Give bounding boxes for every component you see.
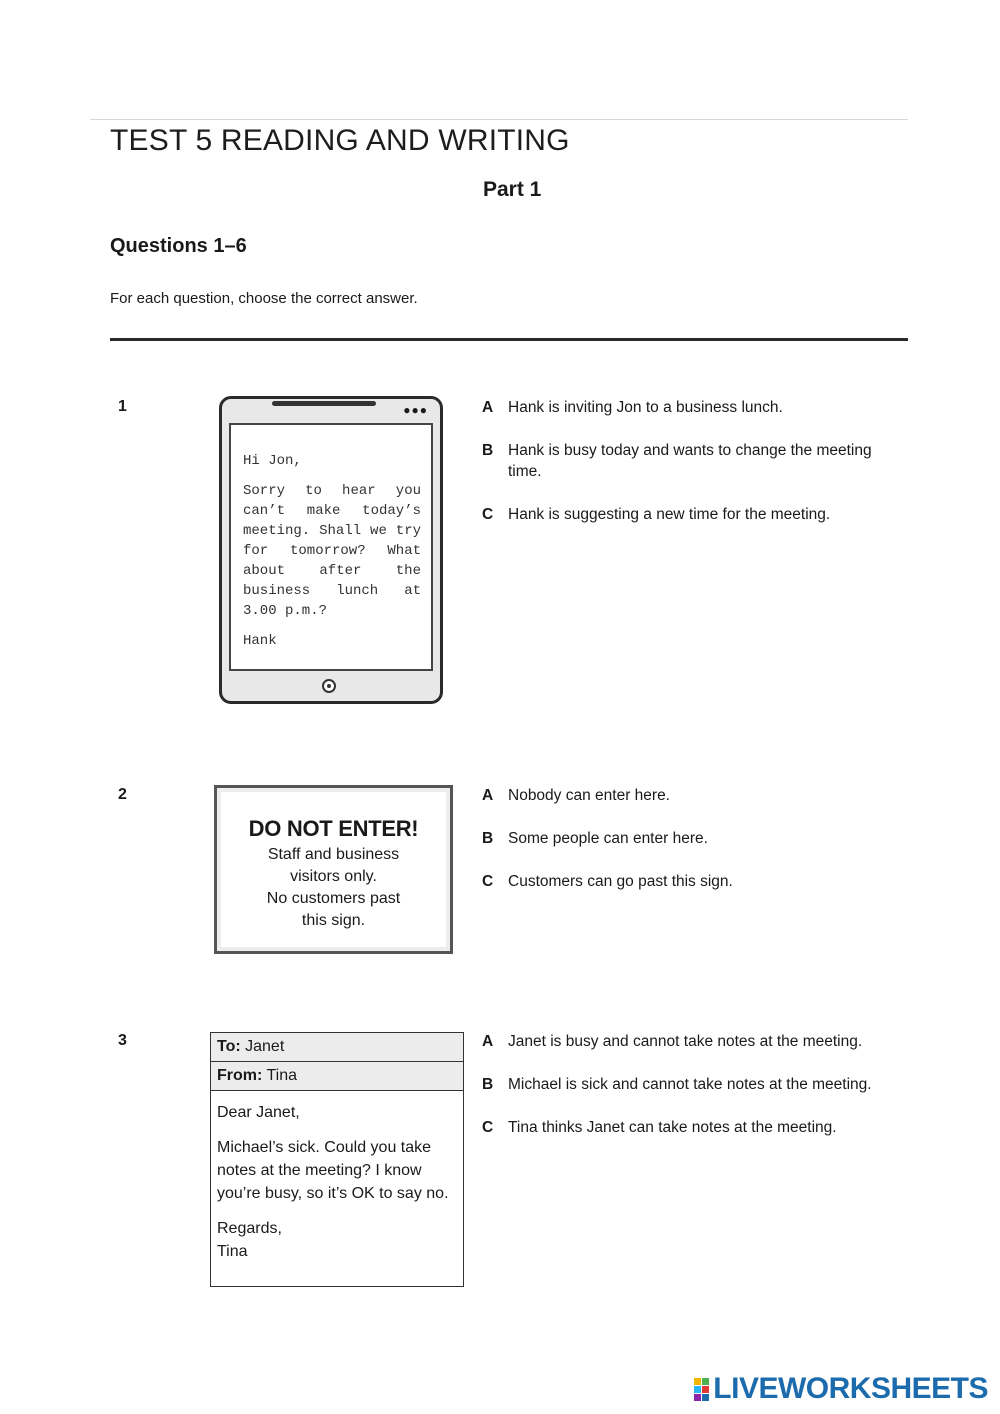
message-body: Sorry to hear you can’t make today’s meeting. Shall we try for tomorrow? What about after the business lunch at 3.00 p.m.? [243, 483, 421, 619]
email-to-row: To: Janet [211, 1033, 463, 1062]
question-1-options [482, 397, 892, 547]
question-2-options [482, 785, 892, 914]
phone-speaker-icon [272, 401, 376, 406]
option-3b[interactable]: B Michael is sick and cannot take notes at the meeting. [482, 1076, 872, 1093]
sign-line: visitors only. [290, 868, 377, 885]
liveworksheets-logo-icon [694, 1378, 709, 1401]
sign-line: this sign. [301, 912, 366, 929]
sign-heading: DO NOT ENTER! [248, 816, 419, 841]
phone-home-button-icon [322, 679, 336, 693]
logo-text: LIVEWORKSHEETS [713, 1372, 988, 1405]
option-1c[interactable]: C Hank is suggesting a new time for the meeting. [482, 506, 831, 523]
email-message: Michael’s sick. Could you take notes at the meeting? I know you’re busy, so it’s OK to say no. [217, 1139, 449, 1202]
option-2c[interactable]: C Customers can go past this sign. [482, 873, 733, 890]
question-number-2: 2 [118, 786, 127, 803]
question-number-3: 3 [118, 1032, 127, 1049]
option-2b[interactable]: B Some people can enter here. [482, 830, 708, 847]
message-signoff: Hank [243, 633, 277, 649]
questions-range-heading: Questions 1–6 [110, 235, 247, 257]
email-signature: Tina [217, 1243, 248, 1260]
page-title: TEST 5 READING AND WRITING [110, 124, 570, 157]
instruction-text: For each question, choose the correct answer. [110, 290, 418, 307]
option-2a[interactable]: A Nobody can enter here. [482, 787, 670, 804]
email-greeting: Dear Janet, [217, 1104, 300, 1121]
section-divider [110, 338, 908, 341]
liveworksheets-logo[interactable] [694, 1372, 988, 1406]
sign-line: Staff and business [267, 846, 400, 863]
question-3-options [482, 1031, 892, 1160]
sign-panel [221, 792, 446, 947]
sign-line: No customers past [266, 890, 401, 907]
phone-status-dots-icon: ●●● [403, 403, 428, 417]
message-greeting: Hi Jon, [243, 453, 302, 469]
phone-illustration [219, 396, 443, 704]
option-3a[interactable]: A Janet is busy and cannot take notes at the meeting. [482, 1033, 863, 1050]
email-body [211, 1091, 463, 1263]
top-divider [90, 119, 908, 120]
sign-illustration [214, 785, 453, 954]
option-1a[interactable]: A Hank is inviting Jon to a business lunch. [482, 399, 783, 416]
email-from-row: From: Tina [211, 1062, 463, 1091]
question-number-1: 1 [118, 398, 127, 415]
email-closing: Regards, [217, 1220, 282, 1237]
part-heading: Part 1 [483, 178, 542, 201]
email-illustration [210, 1032, 464, 1287]
phone-message-screen [229, 423, 433, 671]
option-1b[interactable]: B Hank is busy today and wants to change the meeting time. [482, 442, 872, 480]
option-3c[interactable]: C Tina thinks Janet can take notes at the meeting. [482, 1119, 837, 1136]
